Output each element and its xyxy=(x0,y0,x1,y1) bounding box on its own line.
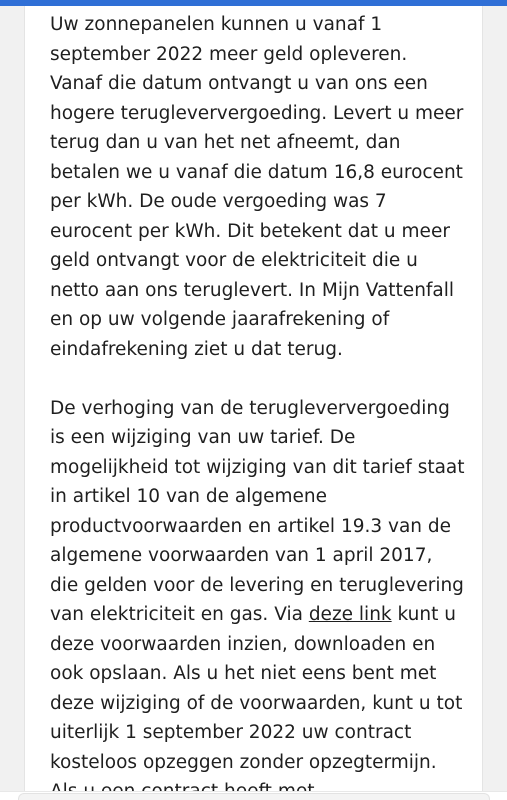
paragraph-2-text-start: De verhoging van de terugleververgoeding is een wijziging van uw tarief. De mogelijkheid tot wijziging van dit tarief staat in artikel 10 van de algemene productvoorwaarden en artikel 19.3 van de algemene voorwaarden van 1 april 2017, die gelden voor de levering en teruglevering van elektriciteit en gas. Via xyxy=(50,397,465,625)
bottom-sheet-handle[interactable] xyxy=(18,793,490,800)
bottom-bar xyxy=(0,791,507,800)
email-paragraph-2 xyxy=(50,394,465,800)
top-accent-bar xyxy=(0,0,507,6)
left-gutter xyxy=(0,6,25,800)
terms-link[interactable]: deze link xyxy=(308,604,392,625)
email-paragraph-1: Uw zonnepanelen kunnen u vanaf 1 september 2022 meer geld opleveren. Vanaf die datum ontvangt u van ons een hogere terugleververgoeding. Levert u meer terug dan u van het net afneemt, dan betalen we u vanaf die datum 16,8 eurocent per kWh. De oude vergoeding was 7 eurocent per kWh. Dit betekent dat u meer geld ontvangt voor de elektriciteit die u netto aan ons teruglevert. In Mijn Vattenfall en op uw volgende jaarafrekening of eindafrekening ziet u dat terug. xyxy=(50,14,464,360)
right-gutter xyxy=(482,6,507,800)
paragraph-2-text-end: kunt u deze voorwaarden inzien, downloaden en ook opslaan. Als u het niet eens bent met deze wijziging of de voorwaarden, kunt u tot uiterlijk 1 september 2022 uw contract kosteloos opzeggen zonder opzegtermijn. xyxy=(50,604,463,773)
email-body xyxy=(50,10,465,800)
